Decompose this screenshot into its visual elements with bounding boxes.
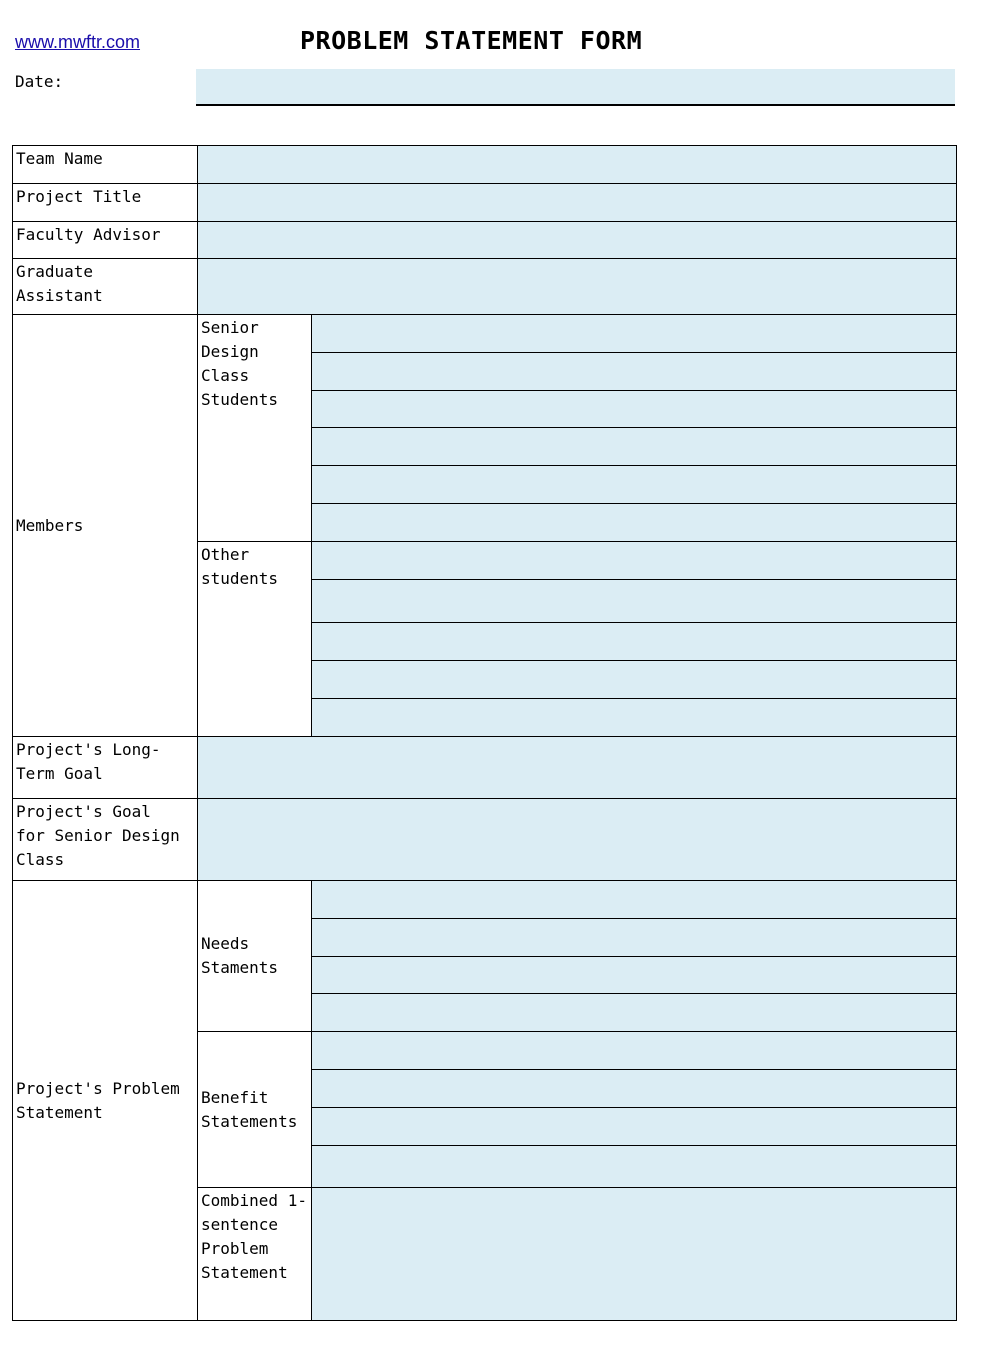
benefit-statement-field[interactable] <box>312 1108 957 1146</box>
benefit-statement-field[interactable] <box>312 1032 957 1070</box>
long-term-goal-label: Project's Long- Term Goal <box>13 737 198 799</box>
faculty-advisor-label: Faculty Advisor <box>13 222 198 259</box>
senior-design-goal-label: Project's Goal for Senior Design Class <box>13 799 198 881</box>
benefit-statement-field[interactable] <box>312 1146 957 1188</box>
faculty-advisor-field[interactable] <box>198 222 957 259</box>
combined-statement-label: Combined 1- sentence Problem Statement <box>198 1188 312 1321</box>
combined-statement-field[interactable] <box>312 1188 957 1321</box>
needs-statement-field[interactable] <box>312 919 957 957</box>
other-student-field[interactable] <box>312 661 957 699</box>
senior-design-students-label: Senior Design Class Students <box>198 315 312 542</box>
project-title-field[interactable] <box>198 184 957 222</box>
other-student-field[interactable] <box>312 542 957 580</box>
other-student-field[interactable] <box>312 623 957 661</box>
problem-statement-label: Project's Problem Statement <box>13 881 198 1321</box>
senior-design-goal-field[interactable] <box>198 799 957 881</box>
other-student-field[interactable] <box>312 580 957 623</box>
benefit-statement-field[interactable] <box>312 1070 957 1108</box>
needs-statement-field[interactable] <box>312 957 957 994</box>
senior-student-field[interactable] <box>312 315 957 353</box>
senior-student-field[interactable] <box>312 466 957 504</box>
other-student-field[interactable] <box>312 699 957 737</box>
graduate-assistant-label: Graduate Assistant <box>13 259 198 315</box>
long-term-goal-field[interactable] <box>198 737 957 799</box>
senior-student-field[interactable] <box>312 391 957 428</box>
site-link[interactable]: www.mwftr.com <box>15 32 141 52</box>
needs-statements-label: Needs Staments <box>198 881 312 1032</box>
needs-statement-field[interactable] <box>312 994 957 1032</box>
team-name-field[interactable] <box>198 146 957 184</box>
senior-student-field[interactable] <box>312 428 957 466</box>
graduate-assistant-field[interactable] <box>198 259 957 315</box>
members-label: Members <box>13 315 198 737</box>
date-field[interactable] <box>196 69 955 106</box>
senior-student-field[interactable] <box>312 504 957 542</box>
benefit-statements-label: Benefit Statements <box>198 1032 312 1188</box>
project-title-label: Project Title <box>13 184 198 222</box>
date-label: Date: <box>15 72 64 91</box>
form-title: PROBLEM STATEMENT FORM <box>300 26 643 55</box>
needs-statement-field[interactable] <box>312 881 957 919</box>
problem-statement-table <box>12 145 957 1321</box>
team-name-label: Team Name <box>13 146 198 184</box>
senior-student-field[interactable] <box>312 353 957 391</box>
other-students-label: Other students <box>198 542 312 737</box>
